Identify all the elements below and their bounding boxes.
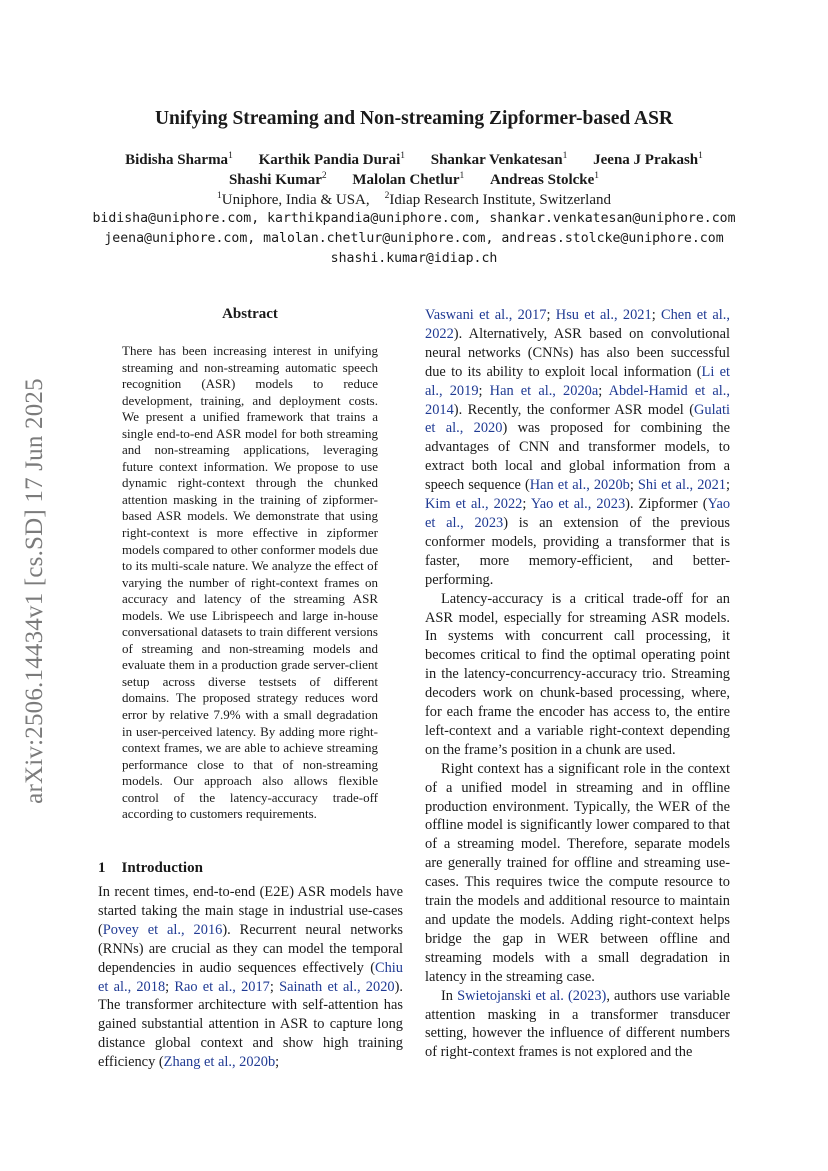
author: Karthik Pandia Durai$^1$ (258, 151, 405, 168)
citation-link[interactable]: Sainath et al., 2020 (279, 978, 395, 995)
author: Andreas Stolcke$^1$ (489, 171, 600, 188)
citation-link[interactable]: Rao et al., 2017 (174, 978, 270, 995)
author-row-2 (0, 171, 828, 189)
paragraph: In recent times, end-to-end (E2E) ASR models have started taking the main stage in industrial use-cases (Povey et al., 2016). Recurrent neural networks (RNNs) are crucial as they can model the temporal dependencies in audio sequences effectively (Chiu et al., 2018; Rao et al., 2017; Sainath et al., 2020). The transformer architecture with self-attention has gained substantial attention in ASR to capture long distance global context and show high training efficiency (Zhang et al., 2020b; (98, 884, 403, 1071)
citation-link[interactable]: Povey et al., 2016 (102, 921, 223, 938)
author-row-1 (0, 151, 828, 169)
citation-link[interactable]: Shi et al., 2021 (637, 477, 726, 494)
citation-link[interactable]: Chen et al., 2022 (425, 307, 730, 342)
citation-link[interactable]: Hsu et al., 2021 (555, 307, 652, 323)
abstract-heading: Abstract (222, 306, 278, 322)
author: Bidisha Sharma$^1$ (125, 151, 233, 168)
paragraph: In Swietojanski et al. (2023), authors use variable attention masking in a transformer transducer setting, however the influence of different numbers of right-context frames is not explored and the (425, 987, 730, 1061)
right-column-text (425, 306, 730, 1062)
citation-link[interactable]: Chiu et al., 2018 (98, 959, 403, 995)
author: Jeena J Prakash$^1$ (593, 151, 703, 168)
author: Shashi Kumar$^2$ (228, 171, 327, 188)
author: Shankar Venkatesan$^1$ (430, 151, 568, 168)
citation-link[interactable]: Gulati et al., 2020 (425, 401, 730, 437)
affiliations: $^1$Uniphore, India & USA, $^2$Idiap Research Institute, Switzerland (216, 191, 611, 208)
email-line: bidisha@uniphore.com, karthikpandia@uniphore.com, shankar.venkatesan@uniphore.com (92, 211, 736, 226)
section-heading: 1 Introduction (98, 860, 203, 876)
citation-link[interactable]: Abdel-Hamid et al., 2014 (425, 382, 730, 418)
abstract-text: There has been increasing interest in unifying streaming and non-streaming automatic speech recognition (ASR) models to reduce development, training, and deployment costs. We present a unified framework that trains a single end-to-end ASR model for both streaming and non-streaming applications, leveraging future context information. We propose to use dynamic right-context through the chunked attention masking in the training of zipformer-based ASR models. We demonstrate that using right-context is more effective in zipformer models compared to other conformer models due to its multi-scale nature. We analyze the effect of varying the number of right-context frames on accuracy and latency of the streaming ASR models. We use Librispeech and large in-house conversational datasets to train different versions of streaming and non-streaming models and evaluate them in a production grade server-client setup across diverse testsets of different domains. The proposed strategy reduces word error by relative 7.9% with a small degradation in user-perceived latency. By adding more right-context frames, we are able to achieve streaming performance close to that of non-streaming models. Our approach also allows flexible control of the latency-accuracy trade-off according to customers requirements. (122, 343, 378, 822)
email-line: shashi.kumar@idiap.ch (330, 251, 498, 266)
email-line: jeena@uniphore.com, malolan.chetlur@uniphore.com, andreas.stolcke@uniphore.com (104, 231, 724, 246)
citation-link[interactable]: Zhang et al., 2020b (163, 1054, 276, 1071)
paragraph: Vaswani et al., 2017; Hsu et al., 2021; Chen et al., 2022). Alternatively, ASR based on convolutional neural networks (CNNs) has also been successful due to its ability to exploit local information (Li et al., 2019; Han et al., 2020a; Abdel-Hamid et al., 2014). Recently, the conformer ASR model (Gulati et al., 2020) was proposed for combining the advantages of CNN and transformer models, to extract both local and global information from a speech sequence (Han et al., 2020b; Shi et al., 2021; Kim et al., 2022; Yao et al., 2023). Zipformer (Yao et al., 2023) is an extension of the previous conformer models, providing a transformer that is faster, more memory-efficient, and better-performing. (425, 307, 731, 588)
citation-link[interactable]: Li et al., 2019 (425, 363, 730, 399)
citation-link[interactable]: Han et al., 2020b (529, 477, 630, 494)
paragraph: Right context has a significant role in the context of a unified model in streaming and in offline production environment. Typically, the WER of the offline model is significantly lower compared to that of a streaming model. Therefore, separate models are generally trained for offline and streaming use-cases. This requires twice the compute resource to train the models and additional resource to maintain and update the models. Adding right-context helps bridge the gap in WER between offline and streaming models with a small degradation in latency in the streaming case. (425, 760, 730, 985)
author: Malolan Chetlur$^1$ (352, 171, 465, 188)
paragraph: Latency-accuracy is a critical trade-off for an ASR model, especially for streaming ASR models. In systems with concurrent call processing, it becomes critical to find the optimal operating point in the latency-concurrency-accuracy trio. Streaming decoders work on chunk-based processing, where, for each frame the encoder has access to, the entire left-context and a variable right-context depending on the frame’s position in a chunk are used. (425, 590, 730, 758)
left-column-text (98, 883, 403, 1072)
citation-link[interactable]: Kim et al., 2022 (425, 496, 523, 513)
citation-link[interactable]: Yao et al., 2023 (530, 496, 626, 513)
citation-link[interactable]: Han et al., 2020a (489, 382, 599, 399)
citation-link[interactable]: Yao et al., 2023 (425, 496, 731, 531)
paper-title: Unifying Streaming and Non-streaming Zipformer-based ASR (154, 108, 674, 129)
citation-link[interactable]: Vaswani et al., 2017 (425, 307, 547, 323)
citation-link[interactable]: Swietojanski et al. (2023) (457, 987, 607, 1004)
arxiv-stamp: arXiv:2506.14434v1 [cs.SD] 17 Jun 2025 (21, 378, 48, 804)
